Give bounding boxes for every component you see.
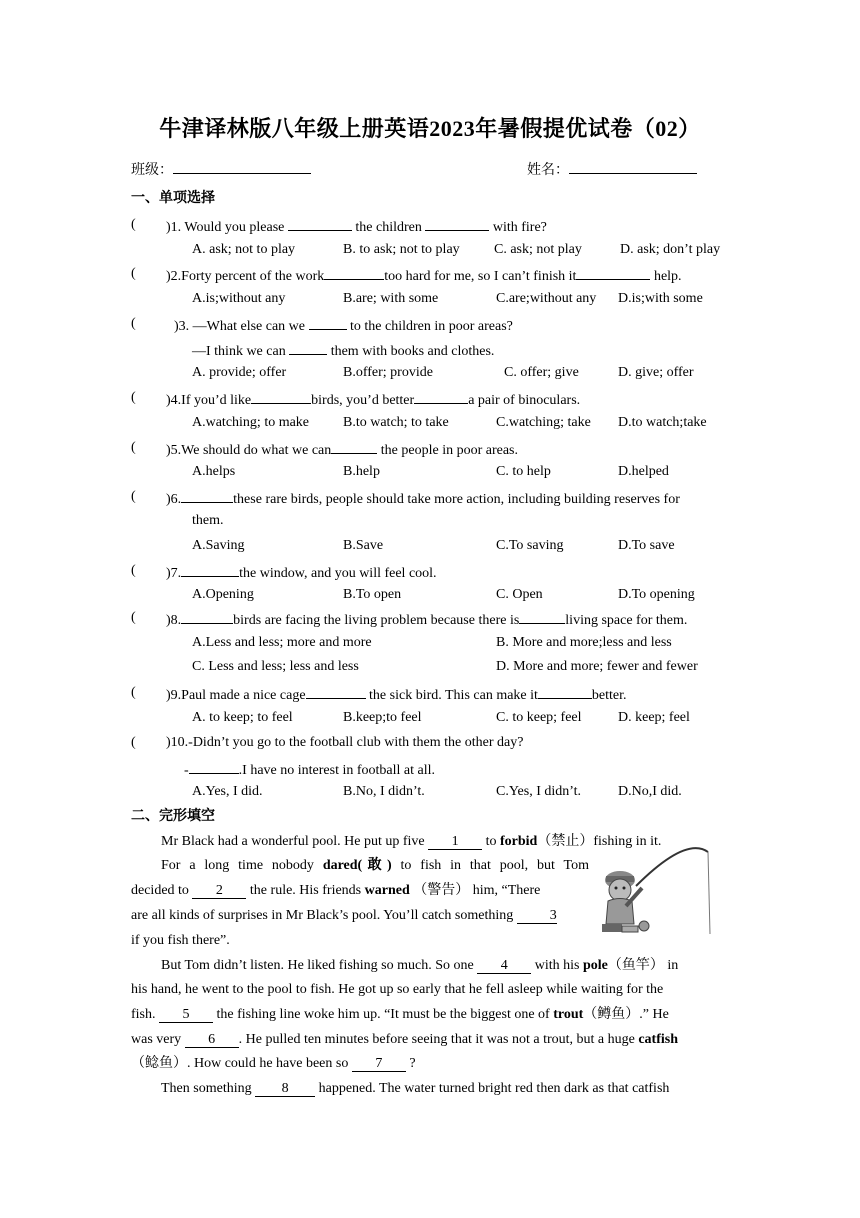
- option-d: D.No,I did.: [618, 784, 682, 799]
- option-c: C.are;without any: [496, 291, 597, 306]
- question-text: .I have no interest in football at all.: [238, 763, 435, 778]
- option-c: C. to help: [496, 464, 551, 479]
- option-b: B.No, I didn’t.: [343, 784, 425, 799]
- section1-heading: 一、单项选择: [131, 191, 215, 206]
- option-d: D.is;with some: [618, 291, 703, 306]
- option-c: C. offer; give: [504, 365, 579, 380]
- passage-text: For a long time nobody: [161, 858, 314, 873]
- question-text: birds, you’d better: [311, 393, 415, 408]
- passage-text: （鲶鱼）. How could he have been so: [131, 1056, 349, 1071]
- option-a: A.Yes, I did.: [192, 784, 263, 799]
- section2-heading: 二、完形填空: [131, 809, 215, 824]
- question-text: the window, and you will feel cool.: [239, 566, 437, 581]
- class-field: [131, 159, 311, 180]
- question-text: to the children in poor areas?: [350, 319, 513, 334]
- option-a: A.is;without any: [192, 291, 286, 306]
- passage-line: [161, 857, 589, 875]
- passage-line: [161, 833, 661, 851]
- answer-blank: [251, 389, 311, 404]
- passage-line: [131, 1006, 669, 1024]
- question-stem: )1. Would you please: [166, 220, 285, 235]
- option-b: B.help: [343, 464, 380, 479]
- option-c: C. Less and less; less and less: [192, 659, 359, 674]
- name-blank[interactable]: [569, 159, 697, 174]
- cloze-blank-3[interactable]: 3: [517, 909, 557, 924]
- answer-paren: (: [131, 266, 136, 281]
- question-9: [166, 684, 627, 705]
- keyword: pole: [582, 958, 608, 973]
- answer-blank: [306, 684, 366, 699]
- answer-blank: [576, 265, 650, 280]
- answer-paren: (: [131, 489, 136, 504]
- answer-blank: [181, 562, 239, 577]
- question-text: these rare birds, people should take more action, including building reserves for: [233, 492, 680, 507]
- passage-text: （鳟鱼）.” He: [583, 1007, 669, 1022]
- answer-blank: [519, 609, 565, 624]
- question-stem: )7.: [166, 566, 182, 581]
- option-c: C. ask; not play: [494, 242, 582, 257]
- cloze-blank-1[interactable]: 1: [428, 835, 482, 850]
- question-text: too hard for me, so I can’t finish it: [384, 269, 577, 284]
- passage-line: [131, 1055, 416, 1073]
- passage-line: [131, 1031, 678, 1049]
- passage-text: （警告）: [413, 883, 470, 898]
- passage-text: the fishing line woke him up. “It must be the biggest one of: [216, 1007, 550, 1022]
- passage-text: the rule. His friends: [249, 883, 362, 898]
- answer-blank: [331, 439, 377, 454]
- passage-text: happened. The water turned bright red then dark as that catfish: [318, 1081, 670, 1096]
- passage-text: （禁止）fishing in it.: [537, 834, 662, 849]
- question-10: [166, 734, 523, 752]
- option-a: A. provide; offer: [192, 365, 287, 380]
- name-label: 姓名：: [527, 163, 569, 178]
- answer-paren: (: [131, 610, 136, 625]
- question-text: them with books and clothes.: [330, 344, 495, 359]
- answer-paren: (: [131, 316, 136, 331]
- passage-text: . He pulled ten minutes before seeing that it was not a trout, but a huge: [238, 1032, 635, 1047]
- keyword: trout: [553, 1007, 584, 1022]
- passage-text: him, “There: [472, 883, 541, 898]
- answer-paren: (: [131, 217, 136, 232]
- answer-paren: (: [131, 440, 136, 455]
- question-text: the sick bird. This can make it: [369, 688, 538, 703]
- option-b: B. to ask; not to play: [343, 242, 460, 257]
- passage-text: to fish in that pool, but Tom: [400, 858, 590, 873]
- question-6: [166, 488, 680, 509]
- answer-blank: [538, 684, 592, 699]
- cloze-blank-7[interactable]: 7: [352, 1057, 406, 1072]
- option-c: C.To saving: [496, 538, 564, 553]
- option-c: C.watching; take: [496, 415, 591, 430]
- option-b: B.To open: [343, 587, 402, 602]
- passage-line: [131, 907, 589, 925]
- passage-text: are all kinds of surprises in Mr Black’s pool. You’ll catch something: [131, 908, 514, 923]
- keyword: dared(敢): [322, 858, 392, 873]
- option-b: B.to watch; to take: [343, 415, 449, 430]
- passage-text: （鱼竿）: [607, 958, 664, 973]
- question-10-line2: [184, 759, 435, 780]
- cloze-blank-6[interactable]: 6: [185, 1033, 239, 1048]
- keyword: catfish: [638, 1032, 679, 1047]
- option-c: C. to keep; feel: [496, 710, 582, 725]
- option-a: A. ask; not to play: [192, 242, 296, 257]
- option-d: D. ask; don’t play: [620, 242, 721, 257]
- answer-paren: (: [131, 685, 136, 700]
- answer-blank: [181, 609, 233, 624]
- question-text: the children: [355, 220, 422, 235]
- passage-text: to: [485, 834, 497, 849]
- option-d: D.To save: [618, 538, 675, 553]
- option-d: D.helped: [618, 464, 669, 479]
- question-text: living space for them.: [565, 613, 688, 628]
- option-b: B. More and more;less and less: [496, 635, 672, 650]
- option-a: A. to keep; to feel: [192, 710, 293, 725]
- option-b: B.keep;to feel: [343, 710, 422, 725]
- cloze-blank-2[interactable]: 2: [192, 884, 246, 899]
- passage-text: Then something: [161, 1081, 252, 1096]
- passage-text: ?: [409, 1056, 416, 1071]
- question-text: —I think we can: [192, 344, 286, 359]
- answer-blank: [289, 340, 327, 355]
- question-3: [174, 315, 513, 336]
- option-a: A.Less and less; more and more: [192, 635, 372, 650]
- question-text: with fire?: [492, 220, 547, 235]
- answer-blank: [189, 759, 239, 774]
- question-text: better.: [591, 688, 627, 703]
- question-6-cont: them.: [192, 513, 224, 528]
- option-d: D. give; offer: [618, 365, 694, 380]
- answer-blank: [414, 389, 468, 404]
- answer-blank: [309, 315, 347, 330]
- question-stem: )9.Paul made a nice cage: [166, 688, 306, 703]
- passage-line: [161, 1080, 669, 1098]
- passage-text: in: [667, 958, 679, 973]
- question-8: [166, 609, 687, 630]
- option-a: A.helps: [192, 464, 236, 479]
- question-text: a pair of binoculars.: [468, 393, 581, 408]
- option-d: D.to watch;take: [618, 415, 707, 430]
- answer-blank: [181, 488, 233, 503]
- boy-fishing-illustration: [596, 846, 716, 938]
- passage-text: But Tom didn’t listen. He liked fishing so much. So one: [161, 958, 474, 973]
- answer-paren: (: [131, 735, 136, 750]
- page-title: 牛津译林版八年级上册英语2023年暑假提优试卷（02）: [159, 116, 701, 141]
- question-text: -: [184, 763, 189, 778]
- answer-paren: (: [131, 563, 136, 578]
- keyword: forbid: [500, 834, 538, 849]
- question-3-line2: [192, 340, 494, 361]
- question-stem: )8.: [166, 613, 182, 628]
- passage-text: decided to: [131, 883, 189, 898]
- option-a: A.Saving: [192, 538, 245, 553]
- passage-text: fish.: [131, 1007, 156, 1022]
- option-d: D. More and more; fewer and fewer: [496, 659, 698, 674]
- option-c: C.Yes, I didn’t.: [496, 784, 582, 799]
- answer-paren: (: [131, 390, 136, 405]
- question-stem: )5.We should do what we can: [166, 443, 332, 458]
- option-c: C. Open: [496, 587, 543, 602]
- question-stem: )10.-Didn’t you go to the football club with them the other day?: [166, 735, 524, 750]
- passage-line: his hand, he went to the pool to fish. He got up so early that he fell asleep while waiting for the: [131, 982, 664, 997]
- question-1: [166, 216, 547, 237]
- passage-text: Mr Black had a wonderful pool. He put up five: [161, 834, 425, 849]
- answer-blank: [324, 265, 384, 280]
- question-7: [166, 562, 437, 583]
- option-d: D.To opening: [618, 587, 695, 602]
- cloze-blank-8[interactable]: 8: [255, 1082, 315, 1097]
- question-2: [166, 265, 682, 286]
- question-4: [166, 389, 580, 410]
- question-stem: )6.: [166, 492, 182, 507]
- option-a: A.Opening: [192, 587, 254, 602]
- question-stem: )2.Forty percent of the work: [166, 269, 325, 284]
- answer-blank: [425, 216, 489, 231]
- question-stem: )3. —What else can we: [174, 319, 305, 334]
- question-text: help.: [653, 269, 682, 284]
- keyword: warned: [364, 883, 410, 898]
- cloze-blank-5[interactable]: 5: [159, 1008, 213, 1023]
- passage-line: [131, 882, 540, 900]
- answer-blank: [288, 216, 352, 231]
- passage-line: if you fish there”.: [131, 933, 230, 948]
- option-d: D. keep; feel: [618, 710, 690, 725]
- question-5: [166, 439, 518, 460]
- name-field: [527, 159, 697, 180]
- cloze-blank-4[interactable]: 4: [477, 959, 531, 974]
- class-label: 班级：: [131, 163, 173, 178]
- question-stem: )4.If you’d like: [166, 393, 252, 408]
- class-blank[interactable]: [173, 159, 311, 174]
- option-b: B.offer; provide: [343, 365, 433, 380]
- option-b: B.Save: [343, 538, 384, 553]
- passage-text: was very: [131, 1032, 182, 1047]
- question-text: birds are facing the living problem because there is: [233, 613, 520, 628]
- option-b: B.are; with some: [343, 291, 439, 306]
- passage-text: with his: [534, 958, 580, 973]
- passage-line: [161, 957, 678, 975]
- option-a: A.watching; to make: [192, 415, 310, 430]
- question-text: the people in poor areas.: [380, 443, 519, 458]
